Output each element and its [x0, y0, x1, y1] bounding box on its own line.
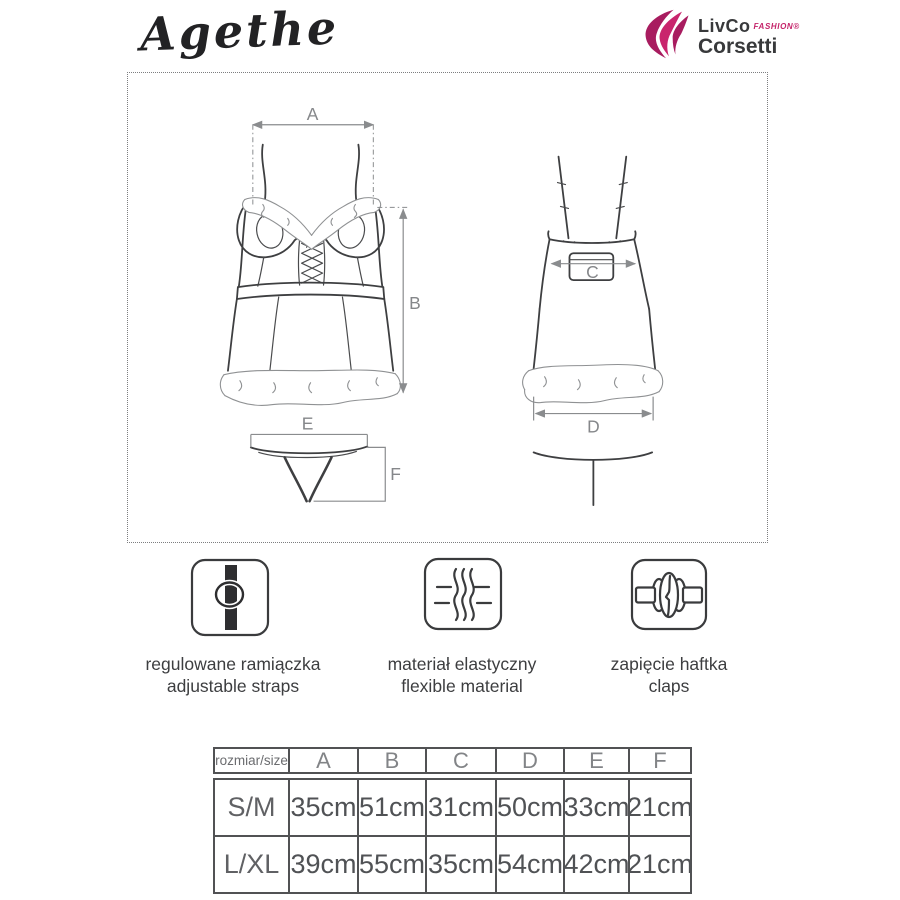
size-table-cell: 35cm	[427, 837, 497, 892]
measurement-diagram	[127, 72, 768, 543]
clasp-icon	[630, 558, 708, 631]
size-table	[213, 747, 692, 894]
brand-logo	[640, 8, 800, 60]
product-title: Agethe	[139, 0, 340, 62]
feature-caption-pl: materiał elastyczny	[387, 654, 537, 674]
size-table-header-cell: B	[359, 749, 427, 772]
measurement-label-d: D	[587, 416, 600, 437]
table-row	[215, 837, 694, 892]
panty-drawing	[251, 446, 368, 501]
feature-caption-pl: regulowane ramiączka	[145, 654, 321, 674]
size-table-cell: 51cm	[359, 780, 427, 835]
brand-name-livco: LivCo FASHION®	[698, 16, 800, 36]
size-table-cell: 39cm	[290, 837, 359, 892]
size-table-cell: 31cm	[427, 780, 497, 835]
size-table-cell: 33cm	[565, 780, 630, 835]
size-row-label: S/M	[215, 780, 290, 835]
table-row	[215, 780, 694, 837]
back-view-drawing	[523, 157, 663, 506]
measurement-label-e: E	[301, 413, 314, 434]
measurement-label-b: B	[409, 292, 421, 313]
size-table-cell: 54cm	[497, 837, 565, 892]
size-table-cell: 35cm	[290, 780, 359, 835]
brand-ribbon-icon	[640, 8, 696, 60]
feature-caption-en: flexible material	[401, 675, 523, 696]
flexible-material-icon	[423, 557, 503, 631]
size-row-label: L/XL	[215, 837, 290, 892]
size-table-header-cell: E	[565, 749, 630, 772]
size-table-header	[213, 747, 692, 774]
size-table-header-cell: D	[497, 749, 565, 772]
size-table-cell: 21cm	[626, 792, 694, 822]
feature-caption-adjustable-straps	[103, 654, 363, 697]
size-table-header-cell: A	[290, 749, 359, 772]
dimension-lines	[251, 104, 653, 501]
feature-caption-pl: zapięcie haftka	[610, 654, 728, 674]
size-table-cell: 55cm	[359, 837, 427, 892]
measurement-label-c: C	[586, 262, 599, 283]
size-table-cell: 21cm	[626, 849, 694, 879]
size-table-cell: 50cm	[497, 780, 565, 835]
measurement-label-a: A	[306, 103, 319, 124]
size-table-header-cell: rozmiar/size	[215, 749, 290, 772]
size-table-header-cell: C	[427, 749, 497, 772]
feature-caption-clasp	[539, 654, 799, 697]
size-table-cell: 42cm	[565, 837, 630, 892]
brand-fashion-label: FASHION®	[753, 22, 800, 31]
feature-caption-en: adjustable straps	[166, 675, 300, 696]
measurement-label-f: F	[390, 464, 401, 485]
brand-name-corsetti: Corsetti	[698, 35, 778, 58]
size-table-header-cell: F	[653, 747, 667, 773]
size-table-body	[213, 778, 692, 894]
feature-caption-en: claps	[648, 675, 690, 696]
adjustable-straps-icon	[190, 558, 270, 637]
